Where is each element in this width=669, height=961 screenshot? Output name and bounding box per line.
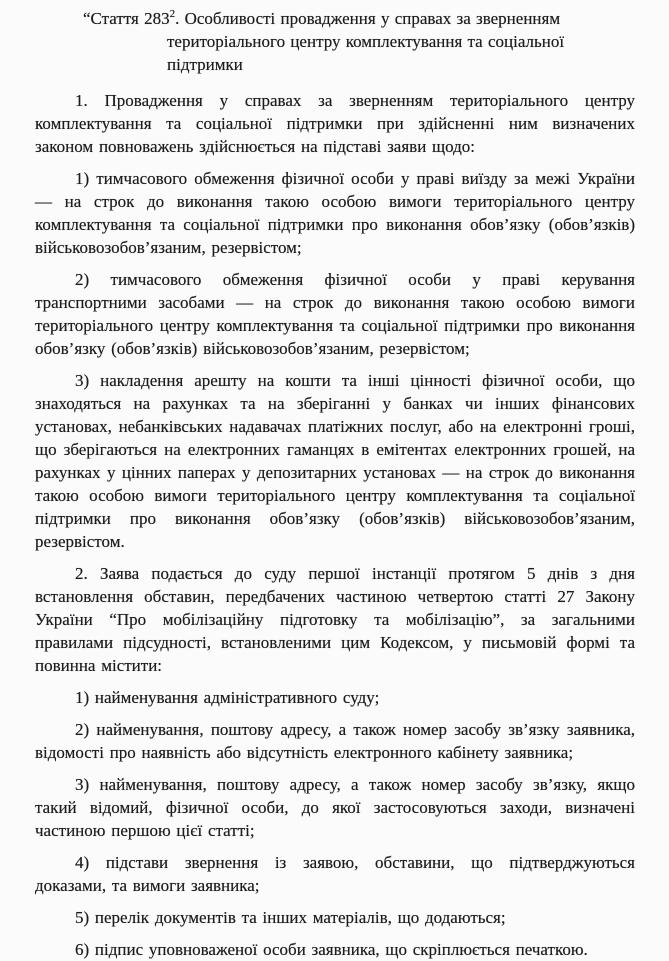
paragraph-part-2-item-2: 2) найменування, поштову адресу, а також номер засобу зв’язку заявника, відомості про наявність або відсутність електронного кабінету заявника; <box>35 720 635 762</box>
paragraph-part-2-intro: 2. Заява подається до суду першої інстанції протягом 5 днів з дня встановлення обставин, передбачених частиною четвертою статті 27 Закону України “Про мобілізаційну підготовку та мобілізацію”, за загальними правилами підсудності, встановленими цим Кодексом, у письмовій формі та повинна містити: <box>35 564 635 675</box>
paragraph-part-2-item-4: 4) підстави звернення із заявою, обставини, що підтверджуються доказами, та вимоги заявника; <box>35 853 635 895</box>
paragraph-part-2-item-3: 3) найменування, поштову адресу, а також номер засобу зв’язку, якщо такий відомий, фізичної особи, до якої застосовуються заходи, визначені частиною першою цієї статті; <box>35 775 635 840</box>
article-heading <box>83 7 635 76</box>
paragraph-part-1-item-1: 1) тимчасового обмеження фізичної особи у праві виїзду за межі України — на строк до виконання такою особою вимоги територіального центру комплектування та соціальної підтримки про виконання обов’язку (обов’язків) військовозобов’язаним, резервістом; <box>35 169 635 257</box>
paragraph-part-2-item-6: 6) підпис уповноваженої особи заявника, що скріплюється печаткою. <box>75 940 588 959</box>
paragraph-part-1-intro: 1. Провадження у справах за зверненням територіального центру комплектування та соціальної підтримки при здійсненні ним визначених законом повноважень здійснюється на підставі заяви щодо: <box>35 91 635 156</box>
paragraph-part-1-item-2: 2) тимчасового обмеження фізичної особи у праві керування транспортними засобами — на строк до виконання такою особою вимоги територіального центру комплектування та соціальної підтримки про виконання обов’язку (обов’язків) військовозобов’язаним, резервістом; <box>35 270 635 358</box>
paragraph-part-2-item-1: 1) найменування адміністративного суду; <box>75 688 380 707</box>
article-number-superscript: 2 <box>169 8 176 20</box>
article-heading-prefix: “Стаття 283 <box>83 9 170 28</box>
article-heading-title: . Особливості провадження у справах за зверненням територіального центру комплектування та соціальної підтримки <box>167 9 565 74</box>
paragraph-part-1-item-3: 3) накладення арешту на кошти та інші цінності фізичної особи, що знаходяться на рахунках та на зберіганні у банках чи інших фінансових установах, небанківських надавачах платіжних послуг, або на електронні гроші, що зберігаються на електронних гаманцях в емітентах електронних грошей, на рахунках у цінних паперах у депозитарних установах — на строк до виконання такою особою вимоги територіального центру комплектування та соціальної підтримки про виконання обов’язку (обов’язків) військовозобов’язаним, резервістом. <box>35 371 635 551</box>
paragraph-part-2-item-5: 5) перелік документів та інших матеріалів, що додаються; <box>75 908 506 927</box>
